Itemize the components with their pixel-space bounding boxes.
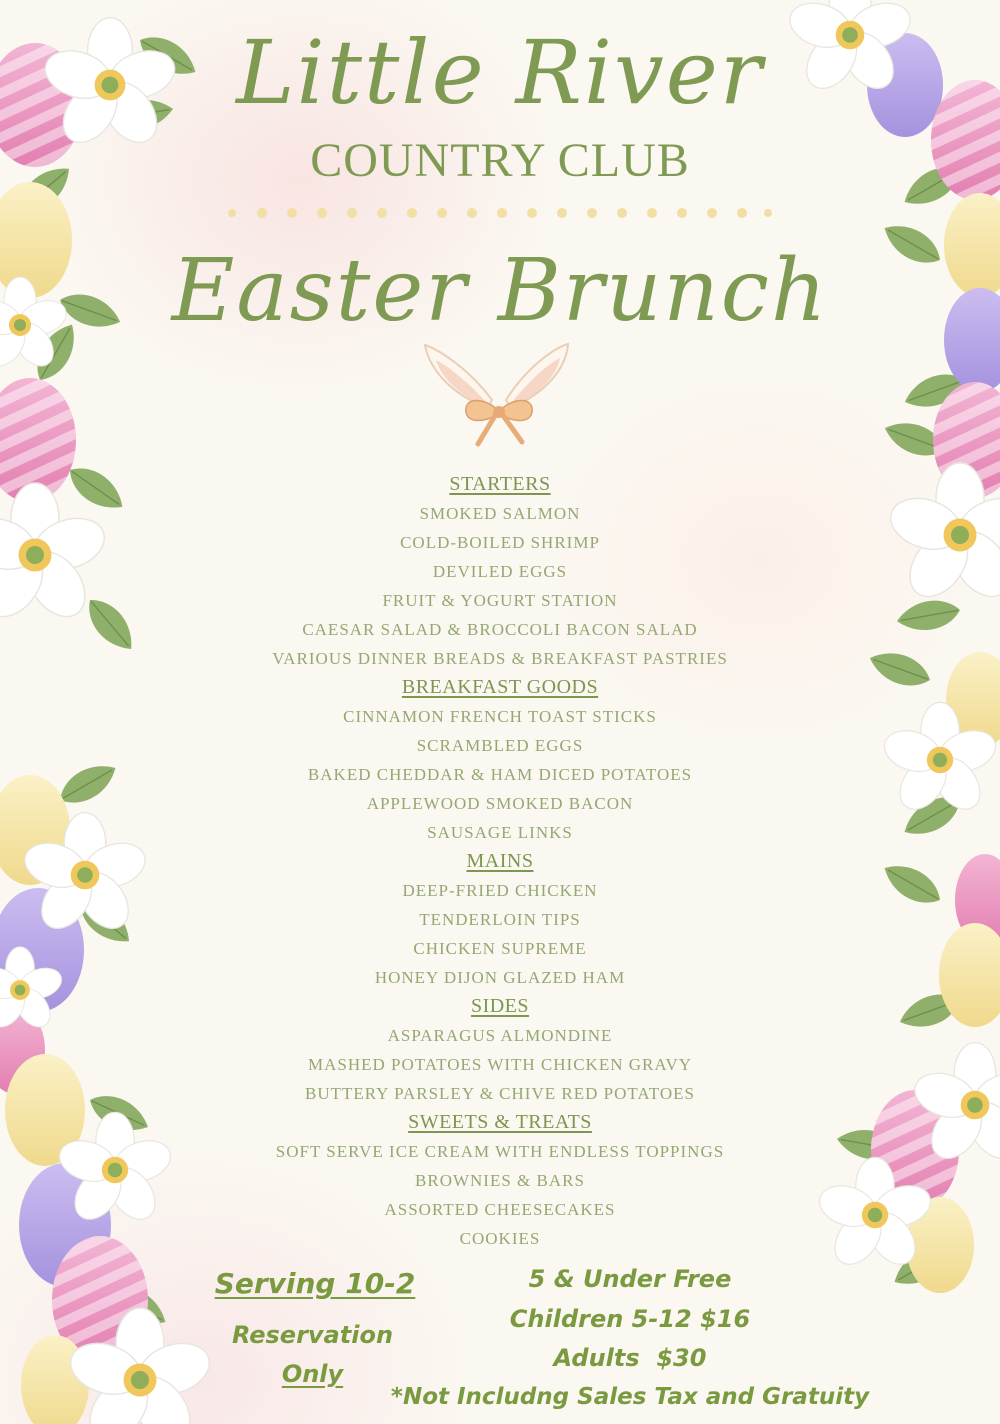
menu-heading-breakfast-goods: BREAKFAST GOODS <box>401 676 599 698</box>
menu-item: ASPARAGUS ALMONDINE <box>387 1026 613 1045</box>
menu-item: BAKED CHEDDAR & HAM DICED POTATOES <box>307 765 693 784</box>
price-children: Children 5-12 $16 <box>509 1305 751 1333</box>
serving-hours: Serving 10-2 <box>214 1267 416 1300</box>
menu-item: SAUSAGE LINKS <box>427 823 573 842</box>
menu-item: FRUIT & YOGURT STATION <box>382 591 618 610</box>
menu-item: TENDERLOIN TIPS <box>419 910 581 929</box>
menu-item: CINNAMON FRENCH TOAST STICKS <box>343 707 657 726</box>
menu-item: COLD-BOILED SHRIMP <box>400 533 600 552</box>
menu-item: SCRAMBLED EGGS <box>416 736 584 755</box>
menu-item: COOKIES <box>459 1229 541 1248</box>
bunny-ears-bow-icon <box>425 344 568 444</box>
menu-item: BROWNIES & BARS <box>415 1171 585 1190</box>
menu-item: BUTTERY PARSLEY & CHIVE RED POTATOES <box>305 1084 695 1103</box>
reservation-note-line1: Reservation <box>231 1321 394 1349</box>
menu-item: APPLEWOOD SMOKED BACON <box>366 794 634 813</box>
event-title: Easter Brunch <box>171 241 829 341</box>
menu-item: MASHED POTATOES WITH CHICKEN GRAVY <box>308 1055 692 1074</box>
menu-heading-mains: MAINS <box>466 850 534 872</box>
menu-item: SOFT SERVE ICE CREAM WITH ENDLESS TOPPINGS <box>275 1142 725 1161</box>
menu-item: ASSORTED CHEESECAKES <box>384 1200 616 1219</box>
menu-item: SMOKED SALMON <box>419 504 581 523</box>
price-adults: Adults $30 <box>553 1344 707 1372</box>
white-flower-icon <box>884 463 1000 607</box>
tax-gratuity-note: *Not Includng Sales Tax and Gratuity <box>390 1384 870 1410</box>
club-name-script: Little River <box>236 21 764 124</box>
menu-item: DEEP-FRIED CHICKEN <box>402 881 598 900</box>
menu-item: CAESAR SALAD & BROCCOLI BACON SALAD <box>302 620 698 639</box>
menu-item: DEVILED EGGS <box>432 562 568 581</box>
menu-list <box>200 470 800 1253</box>
reservation-note-line2: Only <box>281 1360 344 1388</box>
menu-heading-sweets-treats: SWEETS & TREATS <box>408 1111 592 1133</box>
dotted-divider <box>228 208 772 218</box>
menu-item: VARIOUS DINNER BREADS & BREAKFAST PASTRIES <box>272 649 728 668</box>
price-under-5: 5 & Under Free <box>528 1265 732 1293</box>
club-name-subtitle: COUNTRY CLUB <box>310 134 690 187</box>
menu-heading-starters: STARTERS <box>449 473 551 495</box>
menu-item: HONEY DIJON GLAZED HAM <box>374 968 626 987</box>
menu-heading-sides: SIDES <box>470 995 530 1017</box>
menu-item: CHICKEN SUPREME <box>413 939 587 958</box>
